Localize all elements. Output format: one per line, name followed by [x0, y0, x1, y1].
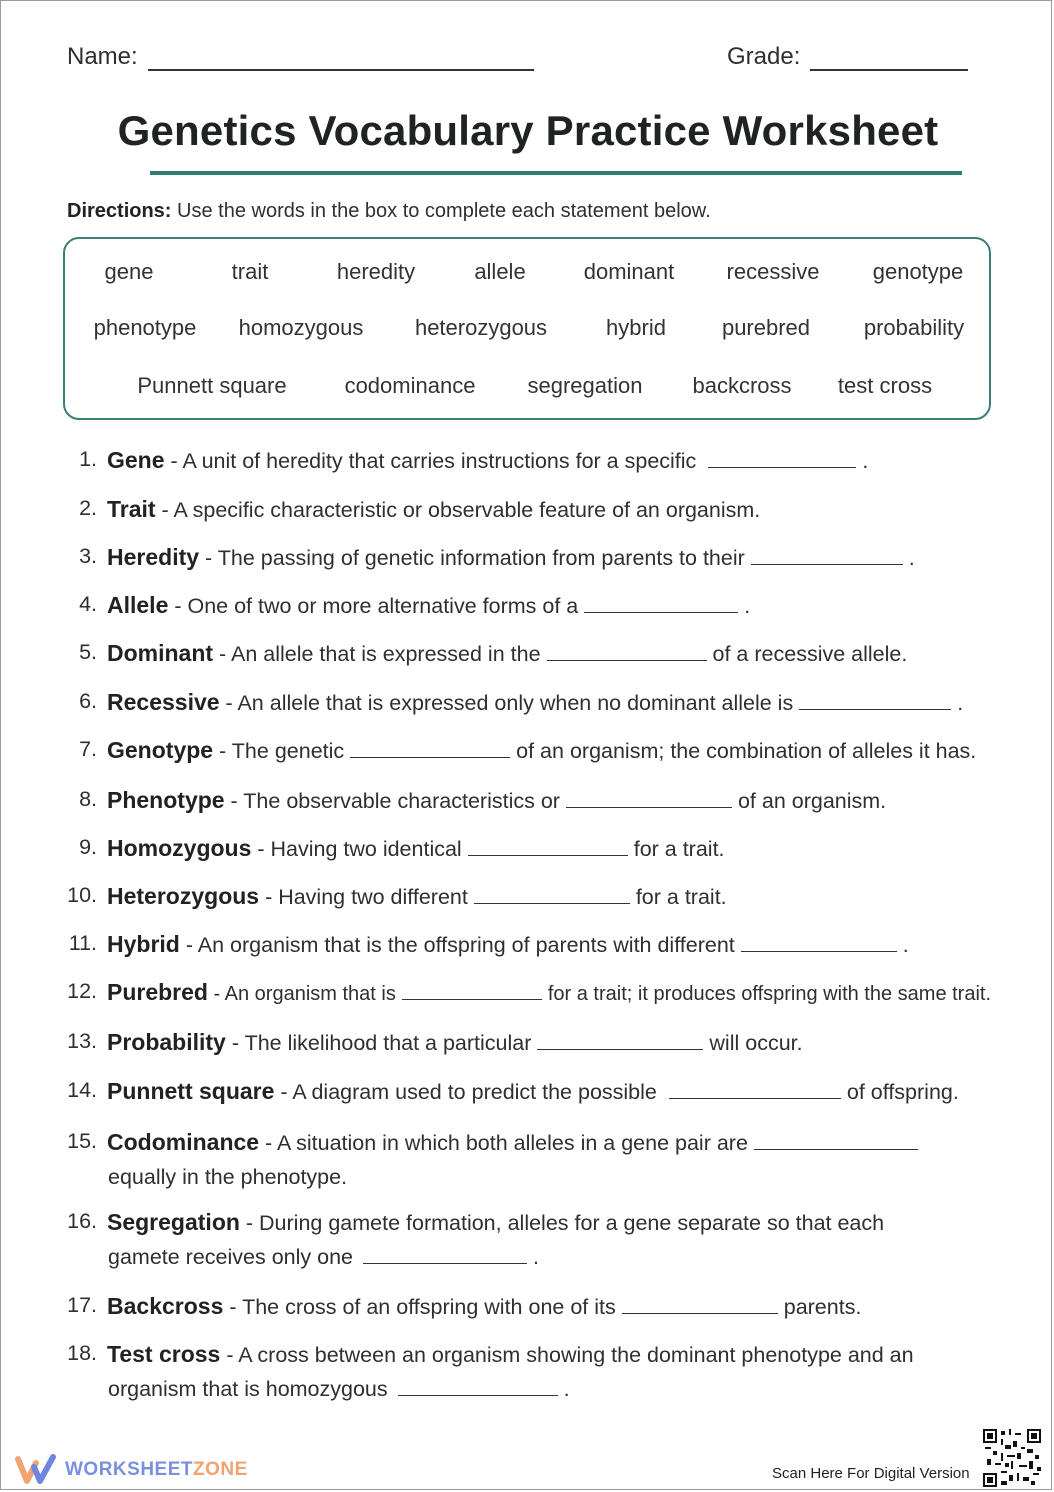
word-bank-item: recessive	[726, 259, 820, 284]
question-text: - An allele that is expressed in the	[213, 642, 541, 666]
grade-label: Grade:	[727, 43, 801, 70]
question-body	[107, 1129, 924, 1156]
answer-blank[interactable]	[751, 546, 903, 565]
word-bank-item: segregation	[527, 373, 643, 398]
question-body	[107, 931, 909, 958]
word-bank-item: heredity	[336, 259, 416, 284]
question-body	[107, 689, 963, 716]
question-line2-text: gamete receives only one	[108, 1245, 354, 1269]
question-body	[107, 979, 991, 1006]
question-text: - During gamete formation, alleles for a gene separate so that each	[239, 1211, 885, 1235]
question-body	[107, 640, 907, 667]
word-bank-item: phenotype	[93, 315, 197, 340]
word-bank-item: probability	[863, 315, 965, 340]
question-term: Heredity	[107, 544, 200, 570]
question-term: Codominance	[107, 1129, 260, 1155]
question-text: - The observable characteristics or	[224, 789, 560, 813]
question-term: Gene	[107, 447, 165, 473]
word-bank-item: trait	[231, 259, 269, 284]
name-label: Name:	[67, 43, 138, 70]
question-number: 15.	[67, 1129, 97, 1153]
question-term: Punnett square	[107, 1078, 275, 1104]
question-term: Hybrid	[107, 931, 180, 957]
word-bank-item: genotype	[872, 259, 964, 284]
question-number: 1.	[79, 447, 97, 471]
question-body	[107, 1029, 803, 1056]
question-text-line2	[108, 1245, 539, 1270]
question-term: Test cross	[107, 1341, 221, 1367]
question-text-after: will occur.	[709, 1031, 803, 1055]
question-number: 18.	[67, 1341, 97, 1365]
answer-blank[interactable]	[741, 933, 897, 952]
word-bank-item: gene	[104, 259, 154, 284]
question-text-after: .	[862, 449, 869, 473]
question-text-after: parents.	[783, 1295, 862, 1319]
question-text-after: for a trait.	[635, 885, 727, 909]
answer-blank[interactable]	[566, 789, 732, 808]
question-body	[107, 1209, 884, 1236]
word-bank-box	[63, 237, 991, 420]
question-text-after: of an organism; the combination of alleles it has.	[516, 739, 977, 763]
question-number: 11.	[68, 931, 97, 955]
question-text: - A situation in which both alleles in a gene pair are	[259, 1131, 748, 1155]
answer-blank[interactable]	[474, 885, 630, 904]
question-number: 2.	[79, 496, 97, 520]
question-number: 10.	[67, 883, 97, 907]
question-body	[107, 1341, 914, 1368]
question-term: Heterozygous	[107, 883, 260, 909]
question-number: 3.	[79, 544, 97, 568]
name-field	[67, 43, 534, 71]
question-line2-after: .	[533, 1245, 539, 1269]
word-bank-item: purebred	[721, 315, 811, 340]
grade-blank[interactable]	[810, 47, 968, 71]
question-text-after: .	[908, 546, 915, 570]
question-text: - A diagram used to predict the possible	[274, 1080, 657, 1104]
question-term: Probability	[107, 1029, 226, 1055]
question-term: Phenotype	[107, 787, 225, 813]
word-bank-item: homozygous	[238, 315, 364, 340]
question-body	[107, 1293, 861, 1320]
word-bank-item: heterozygous	[414, 315, 548, 340]
worksheetzone-logo	[15, 1453, 248, 1487]
question-number: 12.	[67, 979, 97, 1003]
question-body	[107, 1078, 959, 1105]
scan-caption: Scan Here For Digital Version	[772, 1465, 970, 1482]
question-text: - The genetic	[213, 739, 345, 763]
answer-blank[interactable]	[537, 1031, 703, 1050]
question-text-after: for a trait; it produces offspring with the same trait.	[547, 983, 992, 1005]
question-number: 4.	[79, 592, 97, 616]
question-term: Genotype	[107, 737, 214, 763]
word-bank-item: test cross	[837, 373, 933, 398]
question-text-after: .	[957, 691, 964, 715]
answer-blank[interactable]	[398, 1377, 558, 1396]
page-title: Genetics Vocabulary Practice Worksheet	[117, 107, 939, 154]
question-number: 9.	[79, 835, 97, 859]
answer-blank[interactable]	[669, 1080, 841, 1099]
question-body	[107, 496, 760, 523]
question-number: 13.	[67, 1029, 97, 1053]
question-number: 16.	[67, 1209, 97, 1233]
question-number: 5.	[79, 640, 97, 664]
answer-blank[interactable]	[363, 1245, 527, 1264]
question-text-after: for a trait.	[633, 837, 725, 861]
title-underline	[150, 171, 962, 175]
question-body	[107, 883, 727, 910]
question-body	[107, 447, 868, 474]
question-text: - An organism that is the offspring of parents with different	[179, 933, 735, 957]
brand-name-part2: ZONE	[193, 1459, 248, 1480]
answer-blank[interactable]	[468, 837, 628, 856]
question-line2-after: .	[563, 1377, 570, 1401]
question-text: - An allele that is expressed only when no dominant allele is	[219, 691, 794, 715]
word-bank-item: allele	[474, 259, 526, 284]
question-term: Backcross	[107, 1293, 224, 1319]
word-bank-item: codominance	[344, 373, 476, 398]
question-text-after: .	[902, 933, 909, 957]
word-bank-item: hybrid	[606, 315, 666, 340]
answer-blank[interactable]	[547, 642, 707, 661]
question-term: Homozygous	[107, 835, 252, 861]
question-text: - A unit of heredity that carries instructions for a specific	[164, 449, 697, 473]
question-body	[107, 544, 915, 571]
directions-label: Directions:	[67, 200, 172, 222]
answer-blank[interactable]	[799, 691, 951, 710]
answer-blank[interactable]	[584, 594, 738, 613]
question-term: Allele	[107, 592, 169, 618]
answer-blank[interactable]	[622, 1295, 778, 1314]
question-term: Purebred	[107, 979, 208, 1005]
word-bank-item: dominant	[583, 259, 675, 284]
question-body	[107, 737, 976, 764]
question-line2-text: organism that is homozygous	[108, 1377, 388, 1401]
directions-text: Use the words in the box to complete each statement below.	[171, 200, 711, 222]
question-number: 14.	[67, 1078, 97, 1102]
question-text-after: of offspring.	[846, 1080, 959, 1104]
question-body	[107, 835, 725, 862]
question-text: - A specific characteristic or observable feature of an organism.	[155, 498, 761, 522]
answer-blank[interactable]	[754, 1131, 918, 1150]
directions	[67, 200, 711, 223]
question-text: - The passing of genetic information from parents to their	[199, 546, 745, 570]
question-text: - One of two or more alternative forms of a	[168, 594, 579, 618]
question-text: - An organism that is	[207, 983, 396, 1005]
brand-name-part1: WORKSHEET	[65, 1459, 193, 1480]
qr-code-icon[interactable]	[983, 1429, 1041, 1487]
brand-name	[65, 1459, 248, 1481]
question-term: Trait	[107, 496, 156, 522]
question-text: - Having two different	[259, 885, 468, 909]
grade-field	[727, 43, 968, 71]
question-text-line2	[108, 1377, 570, 1402]
question-text: - The cross of an offspring with one of its	[223, 1295, 616, 1319]
question-body	[107, 787, 886, 814]
question-term: Dominant	[107, 640, 214, 666]
question-number: 6.	[79, 689, 97, 713]
question-number: 17.	[67, 1293, 97, 1317]
question-body	[107, 592, 750, 619]
question-term: Segregation	[107, 1209, 240, 1235]
answer-blank[interactable]	[708, 449, 856, 468]
word-bank-item: Punnett square	[137, 373, 287, 398]
question-text: - A cross between an organism showing the dominant phenotype and an	[220, 1343, 914, 1367]
question-text-after: of a recessive allele.	[712, 642, 908, 666]
question-number: 8.	[79, 787, 97, 811]
question-text-line2: equally in the phenotype.	[108, 1165, 348, 1189]
answer-blank[interactable]	[350, 739, 510, 758]
word-bank-item: backcross	[692, 373, 792, 398]
question-text-after: of an organism.	[737, 789, 887, 813]
question-number: 7.	[79, 737, 97, 761]
question-text: - Having two identical	[251, 837, 462, 861]
question-text-after: .	[744, 594, 751, 618]
logo-w-icon	[15, 1453, 59, 1487]
answer-blank[interactable]	[402, 981, 542, 1000]
question-term: Recessive	[107, 689, 220, 715]
name-blank[interactable]	[148, 47, 534, 71]
question-text: - The likelihood that a particular	[225, 1031, 532, 1055]
